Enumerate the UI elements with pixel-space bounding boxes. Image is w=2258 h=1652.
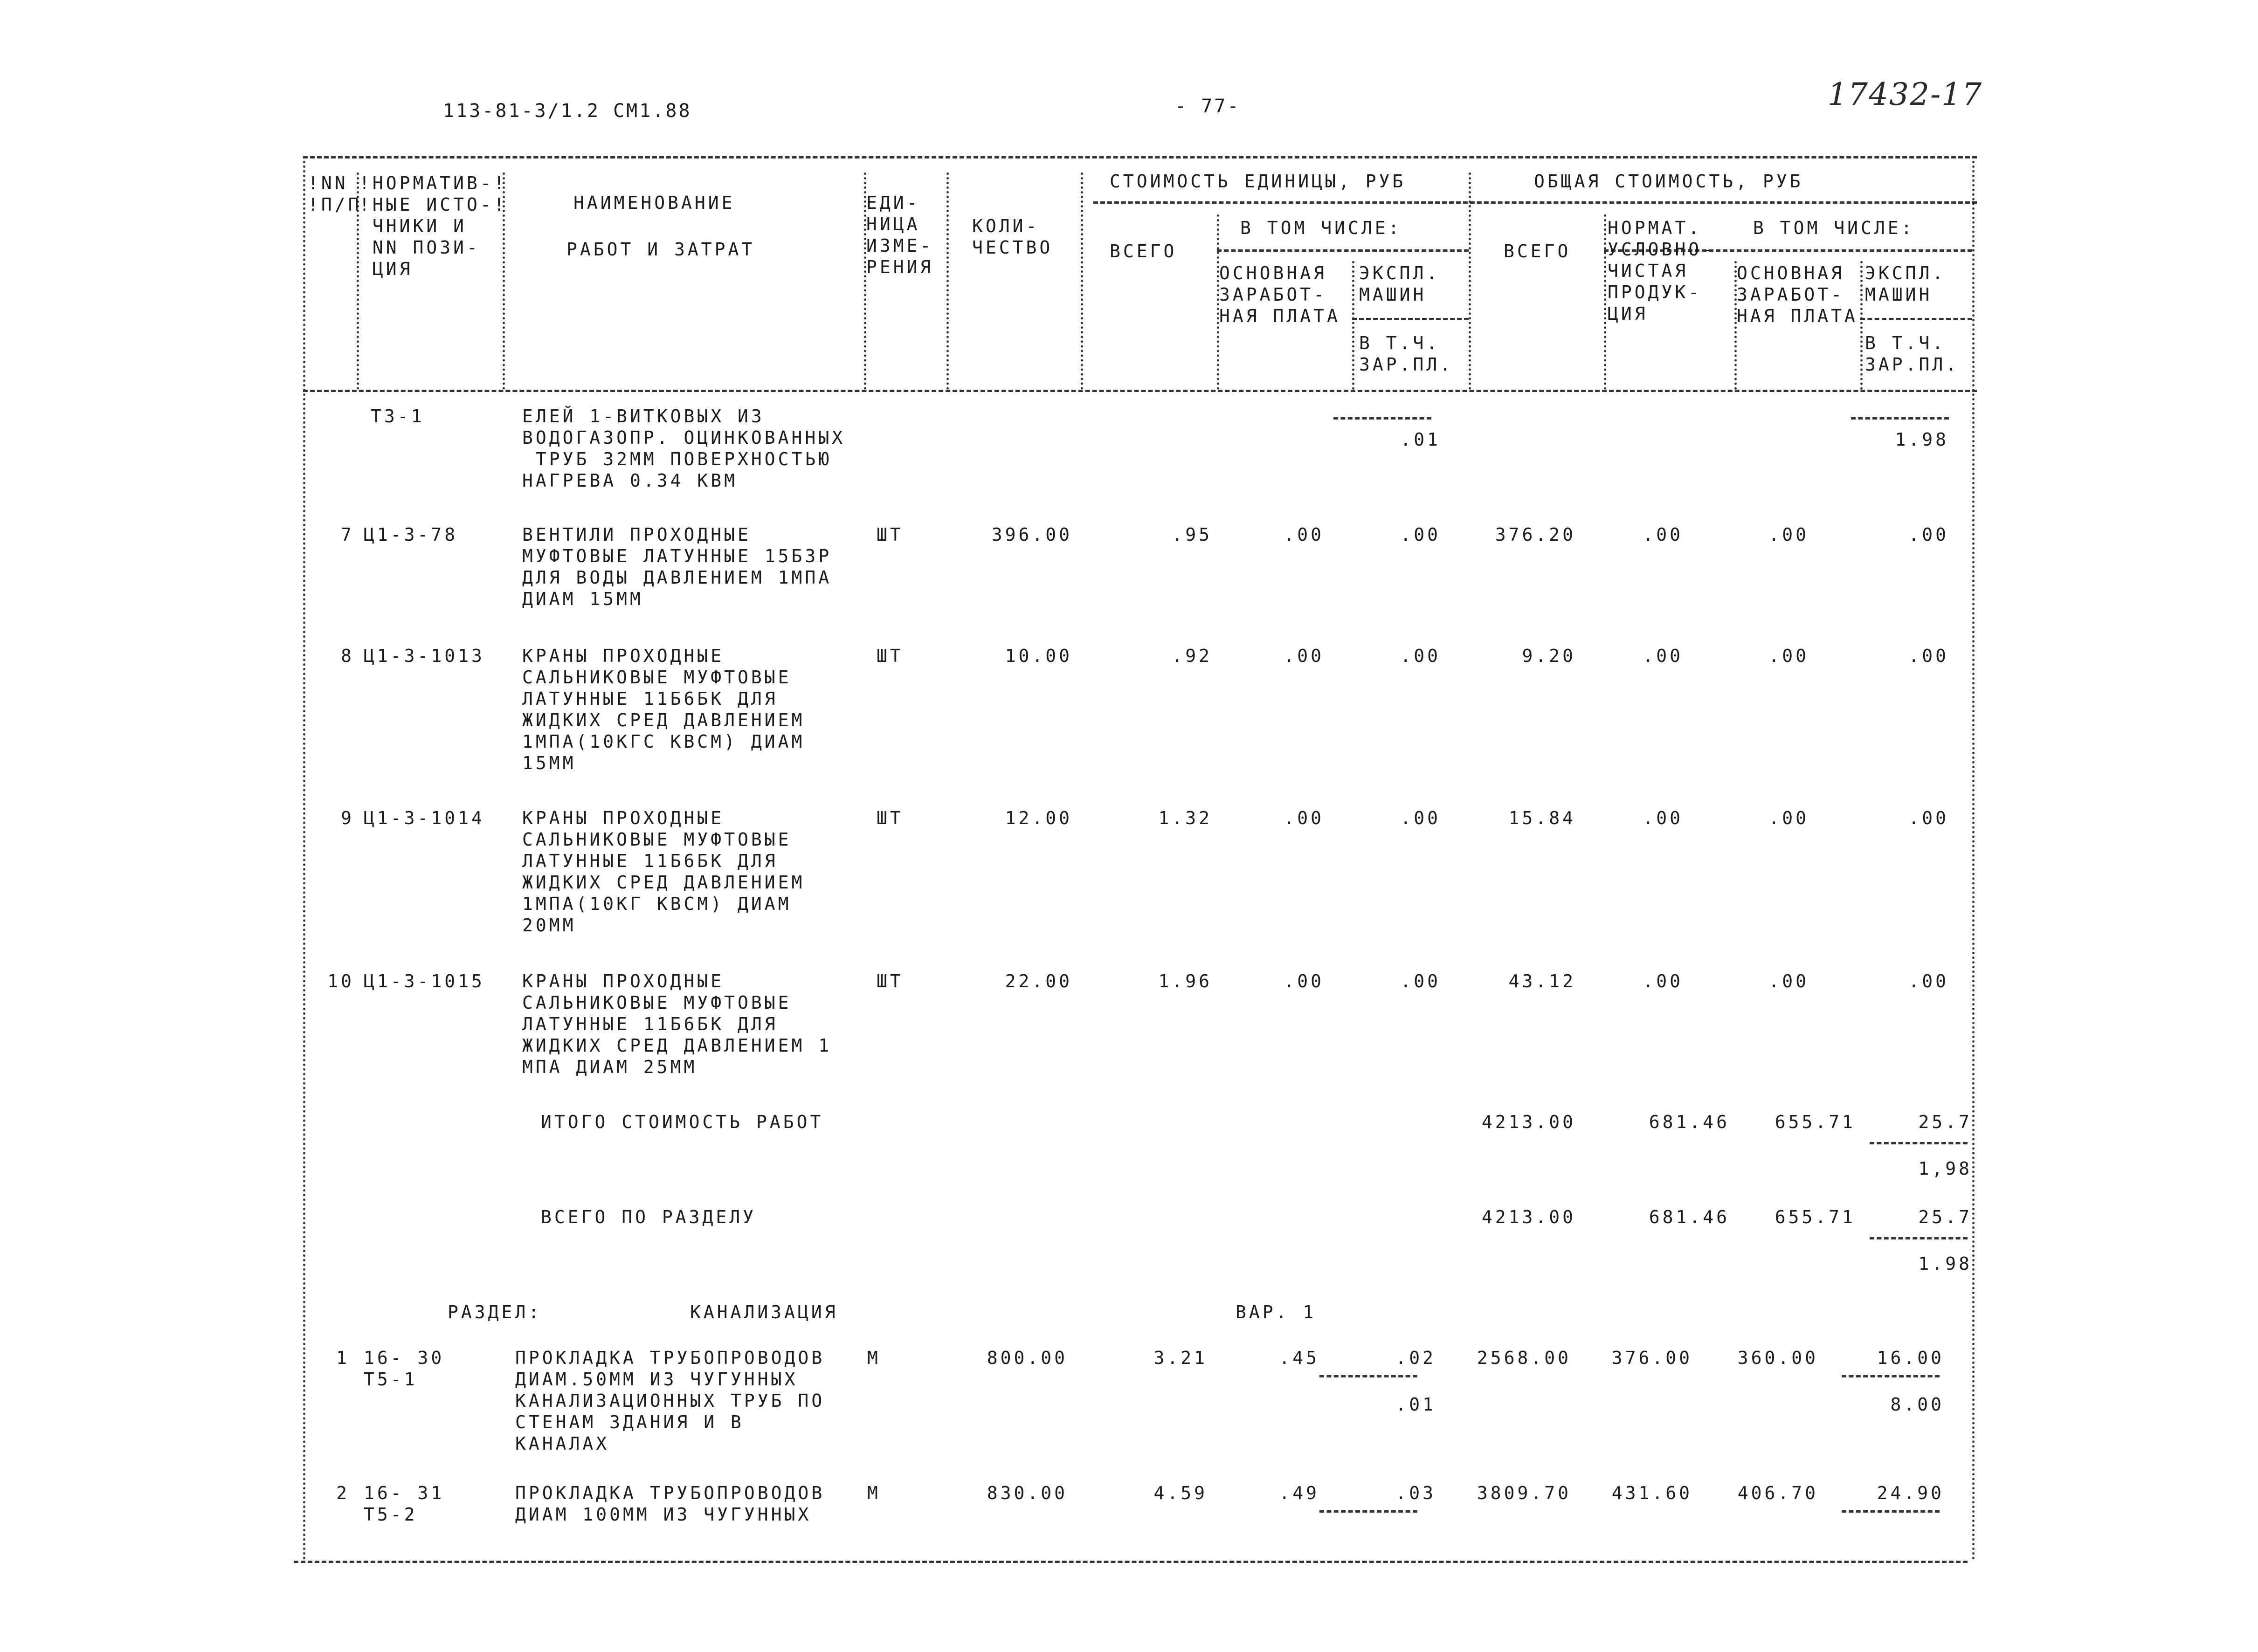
row-total-wage: .00 <box>1768 971 1809 991</box>
section-total-norm: 681.46 <box>1649 1207 1730 1227</box>
handwritten-number: 17432-17 <box>1828 76 1983 112</box>
row-unit-machine: .00 <box>1400 524 1441 545</box>
header-incl-wage: В Т.Ч. ЗАР.ПЛ. <box>1359 333 1454 375</box>
row-total: 3809.70 <box>1477 1483 1571 1503</box>
header-total-cost: ОБЩАЯ СТОИМОСТЬ, РУБ <box>1534 171 1803 192</box>
column-divider <box>1604 214 1606 390</box>
section-total-machine: 25.7 <box>1918 1207 1972 1227</box>
wage-separator <box>1870 1142 1968 1144</box>
row-unit-total: .95 <box>1172 524 1212 545</box>
header-norm-source: !НОРМАТИВ-! !НЫЕ ИСТО-! ЧНИКИ И NN ПОЗИ- ЦИЯ <box>359 173 507 279</box>
row-qty: 830.00 <box>987 1483 1068 1503</box>
row-unit-wage: .49 <box>1279 1483 1319 1503</box>
row-num: 8 <box>341 646 354 666</box>
row-unit: М <box>867 1483 881 1503</box>
row-norm: .00 <box>1643 808 1683 828</box>
row-total-machine: .00 <box>1908 524 1949 545</box>
header-subdivider <box>1217 249 1469 252</box>
row-total-machine: .00 <box>1908 971 1949 991</box>
header-norm-net: НОРМАТ. УСЛОВНО- ЧИСТАЯ ПРОДУК- ЦИЯ <box>1608 218 1716 324</box>
header-unit-cost: СТОИМОСТЬ ЕДИНИЦЫ, РУБ <box>1110 171 1406 192</box>
header-subdivider <box>1860 318 1972 320</box>
column-divider <box>1469 172 1471 390</box>
row-total: 43.12 <box>1508 971 1576 991</box>
section-total-total: 4213.00 <box>1481 1207 1576 1227</box>
row-code: Ц1-3-78 <box>364 524 458 545</box>
row-unit: ШТ <box>877 524 904 545</box>
table-top-border <box>303 156 1977 158</box>
row-unit-machine: .00 <box>1400 646 1441 666</box>
row-unit-wage: .00 <box>1284 808 1324 828</box>
row-unit-machine: .00 <box>1400 808 1441 828</box>
row-total-wage: 360.00 <box>1737 1348 1818 1368</box>
header-unit-incl: В ТОМ ЧИСЛЕ: <box>1240 218 1402 238</box>
row-total-machine: 24.90 <box>1877 1483 1944 1503</box>
section-label: РАЗДЕЛ: <box>448 1302 542 1322</box>
column-divider <box>1860 261 1863 390</box>
wage-separator <box>1333 417 1431 420</box>
row-num: 2 <box>336 1483 350 1503</box>
header-name-2: РАБОТ И ЗАТРАТ <box>566 239 755 260</box>
row-total-wage: 406.70 <box>1737 1483 1818 1503</box>
row-num: 10 <box>327 971 354 991</box>
row-total: 9.20 <box>1522 646 1576 666</box>
row-norm: 431.60 <box>1611 1483 1692 1503</box>
row-total-wage: .00 <box>1768 524 1809 545</box>
column-divider <box>1352 261 1354 390</box>
subtotal-norm: 681.46 <box>1649 1112 1730 1132</box>
row-unit: ШТ <box>877 646 904 666</box>
section-name: КАНАЛИЗАЦИЯ <box>690 1302 838 1322</box>
header-cost-divider <box>1093 201 1977 204</box>
row-name: ПРОКЛАДКА ТРУБОПРОВОДОВ ДИАМ.50ММ ИЗ ЧУГУННЫХ КАНАЛИЗАЦИОННЫХ ТРУБ ПО СТЕНАМ ЗДАНИЯ И В КАНАЛАХ <box>515 1348 825 1454</box>
row-total: 15.84 <box>1508 808 1576 828</box>
header-total-machine-op: ЭКСПЛ. МАШИН <box>1865 263 1946 305</box>
row-code: 16- 31 <box>364 1483 445 1503</box>
row-unit-total: 3.21 <box>1153 1348 1208 1368</box>
row-norm: .00 <box>1643 524 1683 545</box>
wage-separator <box>1319 1510 1417 1513</box>
section-total-wage: 655.71 <box>1775 1207 1856 1227</box>
row-total-machine-wage: 8.00 <box>1890 1394 1944 1415</box>
row-unit-machine-wage: .01 <box>1400 429 1441 450</box>
row-qty: 12.00 <box>1005 808 1072 828</box>
column-divider <box>1081 172 1083 390</box>
table-bottom-border <box>294 1561 1968 1563</box>
row-name: ВЕНТИЛИ ПРОХОДНЫЕ МУФТОВЫЕ ЛАТУННЫЕ 15Б3Р ДЛЯ ВОДЫ ДАВЛЕНИЕМ 1МПА ДИАМ 15ММ <box>522 524 832 609</box>
header-name-1: НАИМЕНОВАНИЕ <box>573 193 735 213</box>
table-right-border <box>1972 156 1975 1561</box>
row-total: 376.20 <box>1495 524 1576 545</box>
header-total-incl: В ТОМ ЧИСЛЕ: <box>1753 218 1915 238</box>
row-unit-machine: .00 <box>1400 971 1441 991</box>
row-unit-total: 1.32 <box>1158 808 1212 828</box>
header-nn: !NN !П/П <box>308 173 362 215</box>
subtotal-total: 4213.00 <box>1481 1112 1576 1132</box>
wage-separator <box>1870 1237 1968 1239</box>
header-total-incl-wage: В Т.Ч. ЗАР.ПЛ. <box>1865 333 1960 375</box>
row-total-machine: .00 <box>1908 646 1949 666</box>
row-unit-total: 1.96 <box>1158 971 1212 991</box>
row-unit-wage: .00 <box>1284 971 1324 991</box>
row-unit: ШТ <box>877 971 904 991</box>
column-divider <box>946 172 949 390</box>
wage-separator <box>1319 1375 1417 1377</box>
row-unit-total: .92 <box>1172 646 1212 666</box>
row-unit-machine: .03 <box>1395 1483 1436 1503</box>
row-num: 7 <box>341 524 354 545</box>
row-unit-machine: .02 <box>1395 1348 1436 1368</box>
header-unit-all: ВСЕГО <box>1110 241 1177 262</box>
header-subdivider <box>1352 318 1469 320</box>
row-qty: 10.00 <box>1005 646 1072 666</box>
row-name: КРАНЫ ПРОХОДНЫЕ САЛЬНИКОВЫЕ МУФТОВЫЕ ЛАТУННЫЕ 11Б6БК ДЛЯ ЖИДКИХ СРЕД ДАВЛЕНИЕМ 1МПА(10КГС КВСМ) ДИАМ 15ММ <box>522 646 805 773</box>
row-unit-wage: .45 <box>1279 1348 1319 1368</box>
row-unit: ШТ <box>877 808 904 828</box>
row-norm: .00 <box>1643 646 1683 666</box>
header-machine-op: ЭКСПЛ. МАШИН <box>1359 263 1440 305</box>
row-code: Ц1-3-1015 <box>364 971 485 991</box>
row-name: ПРОКЛАДКА ТРУБОПРОВОДОВ ДИАМ 100ММ ИЗ ЧУГУННЫХ <box>515 1483 825 1525</box>
row-unit-total: 4.59 <box>1153 1483 1208 1503</box>
row-total-wage: .00 <box>1768 808 1809 828</box>
row-unit: М <box>867 1348 881 1368</box>
row-name: КРАНЫ ПРОХОДНЫЕ САЛЬНИКОВЫЕ МУФТОВЫЕ ЛАТУННЫЕ 11Б6БК ДЛЯ ЖИДКИХ СРЕД ДАВЛЕНИЕМ 1МПА(10КГ КВСМ) ДИАМ 20ММ <box>522 808 805 936</box>
header-basic-wage: ОСНОВНАЯ ЗАРАБОТ- НАЯ ПЛАТА <box>1219 263 1340 326</box>
row-norm: .00 <box>1643 971 1683 991</box>
row-unit-machine-wage: .01 <box>1395 1394 1436 1415</box>
row-qty: 800.00 <box>987 1348 1068 1368</box>
header-unit: ЕДИ- НИЦА ИЗМЕ- РЕНИЯ <box>866 193 934 277</box>
row-unit-wage: .00 <box>1284 646 1324 666</box>
table-left-border <box>303 156 305 1561</box>
row-code: Ц1-3-1014 <box>364 808 485 828</box>
row-num: 1 <box>336 1348 350 1368</box>
row-qty: 396.00 <box>991 524 1072 545</box>
section-variant: ВАР. 1 <box>1236 1302 1317 1322</box>
subtotal-machine: 25.7 <box>1918 1112 1972 1132</box>
document-code: 113-81-3/1.2 СМ1.88 <box>443 100 692 122</box>
wage-separator <box>1842 1375 1940 1377</box>
header-qty: КОЛИ- ЧЕСТВО <box>972 216 1053 258</box>
row-norm: 376.00 <box>1611 1348 1692 1368</box>
subtotal-label: ИТОГО СТОИМОСТЬ РАБОТ <box>541 1112 824 1132</box>
row-total-machine: 16.00 <box>1877 1348 1944 1368</box>
row-qty: 22.00 <box>1005 971 1072 991</box>
wage-separator <box>1842 1510 1940 1513</box>
subtotal-wage: 655.71 <box>1775 1112 1856 1132</box>
header-total-all: ВСЕГО <box>1504 241 1571 262</box>
row-code-2: Т5-2 <box>364 1504 418 1525</box>
row-total-wage: .00 <box>1768 646 1809 666</box>
row-total: 2568.00 <box>1477 1348 1571 1368</box>
row-code: Ц1-3-1013 <box>364 646 485 666</box>
row-code: 16- 30 <box>364 1348 445 1368</box>
row-name: ЕЛЕЙ 1-ВИТКОВЫХ ИЗ ВОДОГАЗОПР. ОЦИНКОВАННЫХ ТРУБ 32ММ ПОВЕРХНОСТЬЮ НАГРЕВА 0.34 КВМ <box>522 406 846 491</box>
row-total-machine: .00 <box>1908 808 1949 828</box>
page-number: - 77- <box>1175 96 1241 117</box>
section-total-label: ВСЕГО ПО РАЗДЕЛУ <box>541 1207 757 1227</box>
row-total-machine-wage: 1.98 <box>1895 429 1949 450</box>
wage-separator <box>1851 417 1949 420</box>
row-name: КРАНЫ ПРОХОДНЫЕ САЛЬНИКОВЫЕ МУФТОВЫЕ ЛАТУННЫЕ 11Б6БК ДЛЯ ЖИДКИХ СРЕД ДАВЛЕНИЕМ 1 МПА ДИАМ 25ММ <box>522 971 832 1077</box>
row-code: Т3-1 <box>371 406 425 427</box>
row-num: 9 <box>341 808 354 828</box>
header-total-basic-wage: ОСНОВНАЯ ЗАРАБОТ- НАЯ ПЛАТА <box>1737 263 1858 326</box>
row-unit-wage: .00 <box>1284 524 1324 545</box>
section-total-machine-wage: 1.98 <box>1918 1253 1972 1274</box>
row-code-2: Т5-1 <box>364 1369 418 1390</box>
header-bottom-border <box>303 390 1977 392</box>
subtotal-machine-wage: 1,98 <box>1918 1158 1972 1179</box>
